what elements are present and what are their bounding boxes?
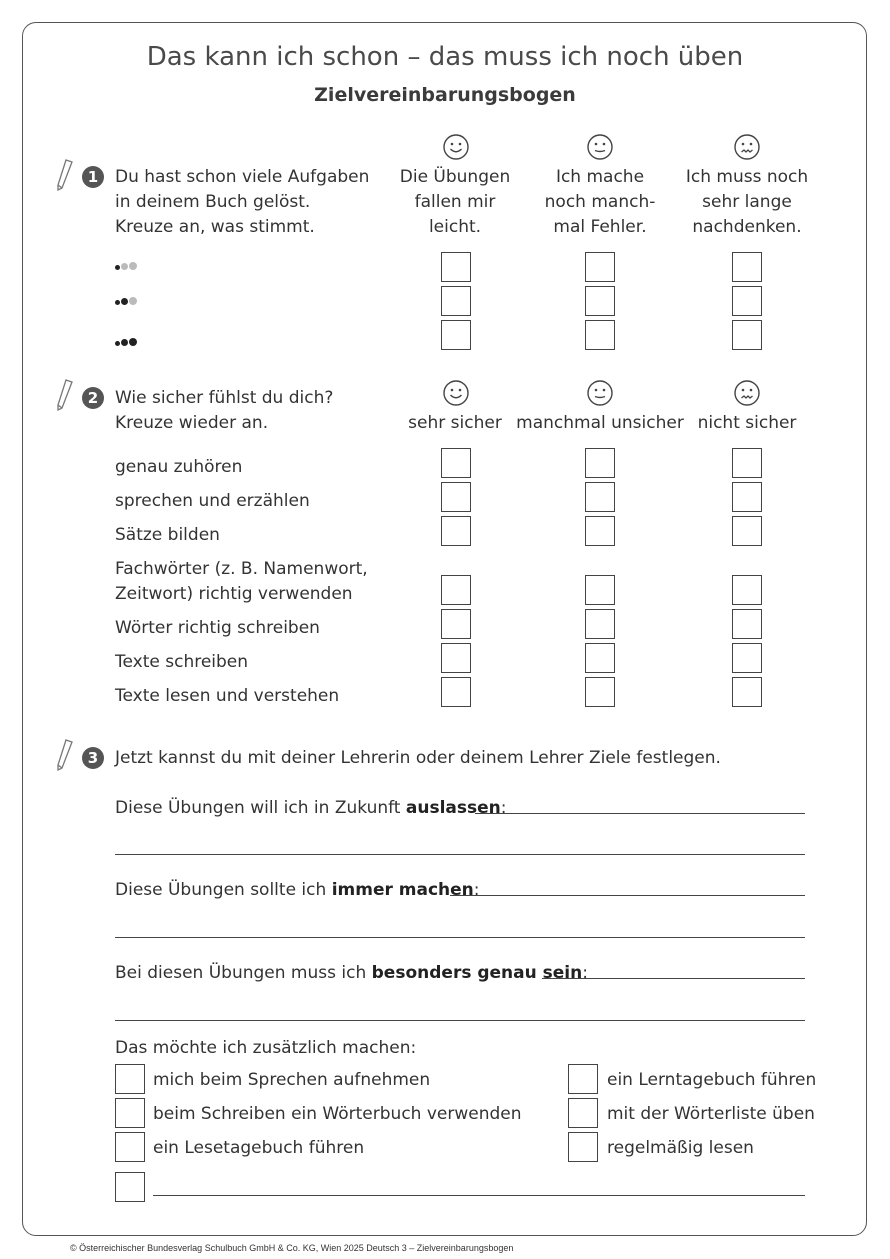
task2-row6-sometimes-checkbox[interactable] [585,643,615,673]
dot [115,300,120,305]
page-title: Das kann ich schon – das muss ich noch üben [146,42,744,72]
goal-keyword: besonders genau sein [371,963,583,983]
option-label: mich beim Sprechen aufnehmen [153,1070,431,1090]
pencil-icon [52,158,76,192]
column-line: fallen mir [414,192,496,212]
task2-row-label: Wörter richtig schreiben [115,618,320,638]
task1-level1-think-checkbox[interactable] [732,252,762,282]
task-number-1: 1 [82,166,104,188]
neutral-face-icon [586,133,614,161]
goal-always-input-line-2[interactable] [115,937,805,938]
task2-row7-notsure-checkbox[interactable] [732,677,762,707]
happy-face-icon [442,379,470,407]
column-line: leicht. [428,217,482,237]
column-line: mal Fehler. [553,217,647,237]
task2-row2-sometimes-checkbox[interactable] [585,482,615,512]
row-line: Zeitwort) richtig verwenden [115,584,353,604]
task2-row1-sometimes-checkbox[interactable] [585,448,615,478]
task2-row1-sure-checkbox[interactable] [441,448,471,478]
task3-intro: Jetzt kannst du mit deiner Lehrerin oder deinem Lehrer Ziele festlegen. [115,748,721,768]
option-record-speaking-checkbox[interactable] [115,1064,145,1094]
difficulty-one-dot-icon [115,262,139,272]
goal-label-skip [115,796,507,821]
task2-line: Wie sicher fühlst du dich? [115,388,334,408]
extra-label: Das möchte ich zusätzlich machen: [115,1038,417,1058]
task-number-3: 3 [82,747,104,769]
option-custom-input-line[interactable] [153,1195,805,1196]
task2-row5-sometimes-checkbox[interactable] [585,609,615,639]
page-subtitle: Zielvereinbarungsbogen [314,84,576,106]
task2-row-label: genau zuhören [115,457,243,477]
option-dictionary-checkbox[interactable] [115,1098,145,1128]
option-read-regularly-checkbox[interactable] [568,1132,598,1162]
task2-column-sometimes: manchmal unsicher [516,413,684,433]
pencil-icon [52,378,76,412]
row-line: Fachwörter (z. B. Namenwort, [115,559,368,579]
task2-row-label [115,557,368,607]
option-learning-diary-checkbox[interactable] [568,1064,598,1094]
goal-label-always [115,878,480,903]
column-line: noch manch- [544,192,656,212]
goal-prefix: Diese Übungen will ich in Zukunft [115,798,406,818]
task2-row6-sure-checkbox[interactable] [441,643,471,673]
goal-suffix: : [582,963,588,983]
goal-always-input-line[interactable] [450,895,805,896]
task2-row4-sometimes-checkbox[interactable] [585,575,615,605]
option-wordlist-checkbox[interactable] [568,1098,598,1128]
option-label: ein Lesetagebuch führen [153,1138,365,1158]
task2-instructions [115,386,333,436]
task2-row3-sometimes-checkbox[interactable] [585,516,615,546]
task1-column-think [672,165,822,240]
option-label: ein Lerntagebuch führen [607,1070,817,1090]
goal-skip-input-line-2[interactable] [115,854,805,855]
task2-line: Kreuze wieder an. [115,413,269,433]
task2-row-label: Texte lesen und verstehen [115,686,340,706]
task2-row2-notsure-checkbox[interactable] [732,482,762,512]
goal-keyword: immer machen [331,880,474,900]
worried-face-icon [733,133,761,161]
task2-column-notsure: nicht sicher [697,413,797,433]
dot [129,262,137,270]
column-line: sehr lange [702,192,792,212]
task2-row5-notsure-checkbox[interactable] [732,609,762,639]
task2-row-label: Texte schreiben [115,652,249,672]
task1-level3-think-checkbox[interactable] [732,320,762,350]
task1-level1-easy-checkbox[interactable] [441,252,471,282]
task2-row3-sure-checkbox[interactable] [441,516,471,546]
column-line: Ich mache [555,167,645,187]
goal-suffix: : [500,798,507,818]
goal-skip-input-line[interactable] [475,813,805,814]
task2-row3-notsure-checkbox[interactable] [732,516,762,546]
dot [121,298,128,305]
goal-careful-input-line-2[interactable] [115,1020,805,1021]
task2-row4-sure-checkbox[interactable] [441,575,471,605]
dot [129,338,137,346]
task2-row7-sometimes-checkbox[interactable] [585,677,615,707]
task2-row4-notsure-checkbox[interactable] [732,575,762,605]
column-line: nachdenken. [692,217,802,237]
task1-line: Du hast schon viele Aufgaben [115,167,370,187]
goal-prefix: Diese Übungen sollte ich [115,880,332,900]
happy-face-icon [442,133,470,161]
task2-row5-sure-checkbox[interactable] [441,609,471,639]
task1-line: Kreuze an, was stimmt. [115,217,315,237]
task1-column-easy [385,165,525,240]
dot [129,297,137,305]
task2-row7-sure-checkbox[interactable] [441,677,471,707]
pencil-icon [52,738,76,772]
task1-level3-easy-checkbox[interactable] [441,320,471,350]
option-label: mit der Wörterliste üben [607,1104,815,1124]
neutral-face-icon [586,379,614,407]
dot [115,265,120,270]
column-line: Die Übungen [399,167,511,187]
task1-line: in deinem Buch gelöst. [115,192,311,212]
task2-column-sure: sehr sicher [408,413,502,433]
task2-row-label: sprechen und erzählen [115,491,310,511]
copyright-footer: © Österreichischer Bundesverlag Schulbuch GmbH & Co. KG, Wien 2025 Deutsch 3 – Zielvereinbarungsbogen [70,1243,514,1253]
task1-level2-think-checkbox[interactable] [732,286,762,316]
task-number-2: 2 [82,387,104,409]
difficulty-two-dots-icon [115,297,139,307]
dot [121,263,128,270]
task1-level1-mistakes-checkbox[interactable] [585,252,615,282]
task2-row1-notsure-checkbox[interactable] [732,448,762,478]
difficulty-three-dots-icon [115,338,139,348]
task1-instructions [115,165,369,240]
column-line: Ich muss noch [685,167,809,187]
dot [121,339,128,346]
goal-careful-input-line[interactable] [542,978,805,979]
task1-level3-mistakes-checkbox[interactable] [585,320,615,350]
goal-label-careful [115,961,588,986]
task2-row6-notsure-checkbox[interactable] [732,643,762,673]
task2-row-label: Sätze bilden [115,525,220,545]
task1-level2-mistakes-checkbox[interactable] [585,286,615,316]
task2-row2-sure-checkbox[interactable] [441,482,471,512]
goal-prefix: Bei diesen Übungen muss ich [115,963,372,983]
task1-column-mistakes [530,165,670,240]
option-reading-diary-checkbox[interactable] [115,1132,145,1162]
task1-level2-easy-checkbox[interactable] [441,286,471,316]
worried-face-icon [733,379,761,407]
goal-suffix: : [473,880,480,900]
dot [115,341,120,346]
option-label: regelmäßig lesen [607,1138,754,1158]
option-label: beim Schreiben ein Wörterbuch verwenden [153,1104,522,1124]
goal-keyword: auslassen [405,798,501,818]
option-custom-checkbox[interactable] [115,1172,145,1202]
